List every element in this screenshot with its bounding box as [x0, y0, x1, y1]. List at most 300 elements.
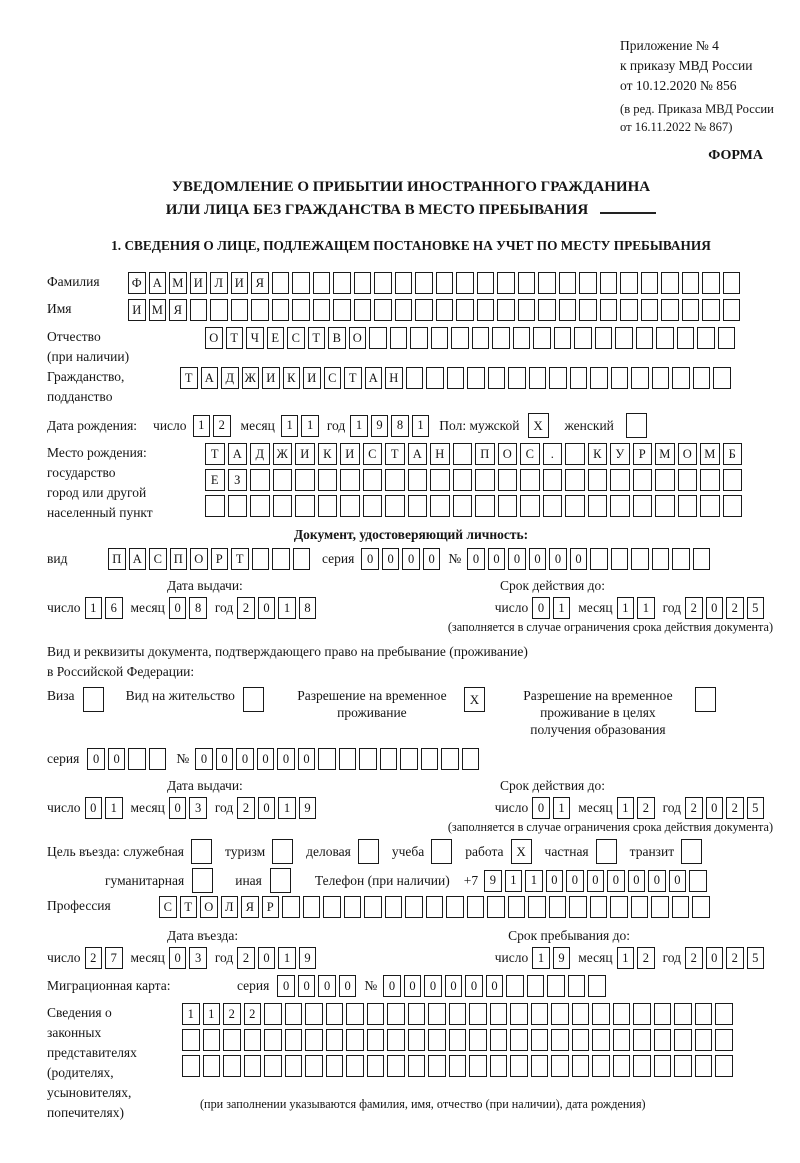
- char-cell[interactable]: [723, 495, 743, 517]
- char-cell[interactable]: [631, 367, 649, 389]
- char-cell[interactable]: О: [205, 327, 223, 349]
- char-cell[interactable]: [305, 1029, 323, 1051]
- char-cell[interactable]: [600, 272, 618, 294]
- char-cell[interactable]: [436, 272, 454, 294]
- char-cell[interactable]: [359, 748, 377, 770]
- char-cell[interactable]: 0: [669, 870, 687, 892]
- char-cell[interactable]: 0: [628, 870, 646, 892]
- char-cell[interactable]: [385, 469, 405, 491]
- char-cell[interactable]: [695, 1055, 713, 1077]
- char-cell[interactable]: [510, 1055, 528, 1077]
- char-cell[interactable]: [533, 327, 551, 349]
- char-cell[interactable]: Т: [344, 367, 362, 389]
- char-cell[interactable]: 0: [298, 748, 316, 770]
- char-cell[interactable]: [538, 272, 556, 294]
- char-cell[interactable]: [592, 1029, 610, 1051]
- char-cell[interactable]: [228, 495, 248, 517]
- residence-valid-month-cells[interactable]: [617, 797, 655, 819]
- char-cell[interactable]: [441, 748, 459, 770]
- char-cell[interactable]: 0: [508, 548, 526, 570]
- visa-checkbox[interactable]: [83, 687, 104, 712]
- char-cell[interactable]: 0: [404, 975, 422, 997]
- char-cell[interactable]: [654, 1055, 672, 1077]
- char-cell[interactable]: [326, 1055, 344, 1077]
- char-cell[interactable]: [340, 495, 360, 517]
- char-cell[interactable]: [672, 896, 690, 918]
- char-cell[interactable]: [633, 1003, 651, 1025]
- char-cell[interactable]: 1: [532, 947, 550, 969]
- char-cell[interactable]: [554, 327, 572, 349]
- char-cell[interactable]: 2: [685, 797, 703, 819]
- char-cell[interactable]: 1: [525, 870, 543, 892]
- char-cell[interactable]: [572, 1055, 590, 1077]
- char-cell[interactable]: [636, 327, 654, 349]
- char-cell[interactable]: [270, 868, 291, 893]
- char-cell[interactable]: [497, 272, 515, 294]
- doc-valid-year-cells[interactable]: [685, 597, 764, 619]
- char-cell[interactable]: 0: [402, 548, 420, 570]
- char-cell[interactable]: 9: [299, 947, 317, 969]
- char-cell[interactable]: [346, 1055, 364, 1077]
- char-cell[interactable]: [453, 469, 473, 491]
- char-cell[interactable]: 0: [706, 947, 724, 969]
- char-cell[interactable]: [191, 839, 212, 864]
- char-cell[interactable]: А: [201, 367, 219, 389]
- char-cell[interactable]: Б: [723, 443, 743, 465]
- char-cell[interactable]: [451, 327, 469, 349]
- char-cell[interactable]: [695, 687, 716, 712]
- char-cell[interactable]: [565, 469, 585, 491]
- char-cell[interactable]: [374, 272, 392, 294]
- char-cell[interactable]: 1: [637, 597, 655, 619]
- char-cell[interactable]: 0: [169, 597, 187, 619]
- char-cell[interactable]: Ф: [128, 272, 146, 294]
- char-cell[interactable]: Я: [169, 299, 187, 321]
- char-cell[interactable]: X: [511, 839, 532, 864]
- char-cell[interactable]: [354, 299, 372, 321]
- char-cell[interactable]: 0: [423, 548, 441, 570]
- char-cell[interactable]: [395, 272, 413, 294]
- char-cell[interactable]: 8: [299, 597, 317, 619]
- stay-day-cells[interactable]: [532, 947, 570, 969]
- phone-cells[interactable]: [484, 870, 707, 892]
- birth-month-cells[interactable]: [281, 415, 319, 437]
- char-cell[interactable]: Т: [226, 327, 244, 349]
- char-cell[interactable]: [243, 687, 264, 712]
- char-cell[interactable]: [689, 870, 707, 892]
- char-cell[interactable]: [693, 367, 711, 389]
- char-cell[interactable]: [572, 1029, 590, 1051]
- char-cell[interactable]: [538, 299, 556, 321]
- char-cell[interactable]: [723, 272, 741, 294]
- char-cell[interactable]: [674, 1029, 692, 1051]
- birth-place-cells-row3[interactable]: [205, 495, 742, 517]
- residence-permit-checkbox[interactable]: [243, 687, 264, 712]
- char-cell[interactable]: [446, 896, 464, 918]
- char-cell[interactable]: [677, 327, 695, 349]
- char-cell[interactable]: [408, 1029, 426, 1051]
- purpose-humanitarian-checkbox[interactable]: [192, 868, 213, 893]
- char-cell[interactable]: [252, 548, 270, 570]
- char-cell[interactable]: [565, 443, 585, 465]
- char-cell[interactable]: 9: [484, 870, 502, 892]
- char-cell[interactable]: 5: [747, 797, 765, 819]
- doc-number-cells[interactable]: [467, 548, 710, 570]
- char-cell[interactable]: [264, 1029, 282, 1051]
- char-cell[interactable]: [702, 272, 720, 294]
- char-cell[interactable]: [318, 495, 338, 517]
- char-cell[interactable]: [472, 327, 490, 349]
- surname-cells[interactable]: [128, 272, 740, 294]
- char-cell[interactable]: [518, 272, 536, 294]
- char-cell[interactable]: [654, 1003, 672, 1025]
- char-cell[interactable]: [387, 1029, 405, 1051]
- char-cell[interactable]: [547, 975, 565, 997]
- char-cell[interactable]: [282, 896, 300, 918]
- char-cell[interactable]: [203, 1055, 221, 1077]
- birth-year-cells[interactable]: [350, 415, 429, 437]
- char-cell[interactable]: П: [108, 548, 126, 570]
- char-cell[interactable]: 0: [298, 975, 316, 997]
- char-cell[interactable]: Ж: [273, 443, 293, 465]
- char-cell[interactable]: 2: [726, 947, 744, 969]
- char-cell[interactable]: М: [149, 299, 167, 321]
- char-cell[interactable]: [447, 367, 465, 389]
- char-cell[interactable]: Р: [633, 443, 653, 465]
- char-cell[interactable]: Т: [180, 367, 198, 389]
- char-cell[interactable]: [551, 1055, 569, 1077]
- char-cell[interactable]: [610, 495, 630, 517]
- char-cell[interactable]: [510, 1003, 528, 1025]
- char-cell[interactable]: К: [283, 367, 301, 389]
- char-cell[interactable]: [626, 413, 647, 438]
- char-cell[interactable]: [83, 687, 104, 712]
- char-cell[interactable]: [400, 748, 418, 770]
- char-cell[interactable]: [326, 1029, 344, 1051]
- char-cell[interactable]: О: [498, 443, 518, 465]
- char-cell[interactable]: С: [363, 443, 383, 465]
- char-cell[interactable]: [250, 495, 270, 517]
- char-cell[interactable]: 6: [105, 597, 123, 619]
- char-cell[interactable]: [323, 896, 341, 918]
- char-cell[interactable]: 1: [301, 415, 319, 437]
- char-cell[interactable]: [508, 896, 526, 918]
- char-cell[interactable]: [588, 495, 608, 517]
- char-cell[interactable]: [285, 1029, 303, 1051]
- char-cell[interactable]: [531, 1055, 549, 1077]
- char-cell[interactable]: [380, 748, 398, 770]
- char-cell[interactable]: [590, 367, 608, 389]
- char-cell[interactable]: Я: [251, 272, 269, 294]
- char-cell[interactable]: 2: [244, 1003, 262, 1025]
- stay-year-cells[interactable]: [685, 947, 764, 969]
- char-cell[interactable]: 9: [553, 947, 571, 969]
- char-cell[interactable]: [467, 896, 485, 918]
- char-cell[interactable]: 0: [87, 748, 105, 770]
- char-cell[interactable]: 9: [371, 415, 389, 437]
- char-cell[interactable]: [611, 548, 629, 570]
- char-cell[interactable]: 2: [637, 797, 655, 819]
- char-cell[interactable]: М: [169, 272, 187, 294]
- char-cell[interactable]: Н: [385, 367, 403, 389]
- char-cell[interactable]: 2: [726, 797, 744, 819]
- doc-issue-month-cells[interactable]: [169, 597, 207, 619]
- residence-number-cells[interactable]: [195, 748, 479, 770]
- birth-place-cells-row2[interactable]: [205, 469, 742, 491]
- char-cell[interactable]: [426, 896, 444, 918]
- char-cell[interactable]: [340, 469, 360, 491]
- char-cell[interactable]: [695, 1029, 713, 1051]
- char-cell[interactable]: [128, 748, 146, 770]
- char-cell[interactable]: [251, 299, 269, 321]
- residence-series-cells[interactable]: [87, 748, 166, 770]
- char-cell[interactable]: [303, 896, 321, 918]
- char-cell[interactable]: [477, 299, 495, 321]
- migration-series-cells[interactable]: [277, 975, 356, 997]
- char-cell[interactable]: И: [231, 272, 249, 294]
- char-cell[interactable]: А: [149, 272, 167, 294]
- char-cell[interactable]: [615, 327, 633, 349]
- char-cell[interactable]: [651, 896, 669, 918]
- char-cell[interactable]: [678, 495, 698, 517]
- char-cell[interactable]: [600, 299, 618, 321]
- char-cell[interactable]: Д: [221, 367, 239, 389]
- char-cell[interactable]: И: [262, 367, 280, 389]
- stay-month-cells[interactable]: [617, 947, 655, 969]
- residence-valid-year-cells[interactable]: [685, 797, 764, 819]
- char-cell[interactable]: 0: [169, 797, 187, 819]
- char-cell[interactable]: [695, 1003, 713, 1025]
- char-cell[interactable]: [264, 1003, 282, 1025]
- char-cell[interactable]: 1: [553, 797, 571, 819]
- char-cell[interactable]: [674, 1003, 692, 1025]
- char-cell[interactable]: [469, 1055, 487, 1077]
- char-cell[interactable]: 1: [105, 797, 123, 819]
- char-cell[interactable]: X: [528, 413, 549, 438]
- entry-day-cells[interactable]: [85, 947, 123, 969]
- char-cell[interactable]: [633, 1055, 651, 1077]
- char-cell[interactable]: 0: [607, 870, 625, 892]
- char-cell[interactable]: [223, 1029, 241, 1051]
- char-cell[interactable]: 0: [216, 748, 234, 770]
- purpose-other-checkbox[interactable]: [270, 868, 291, 893]
- char-cell[interactable]: [674, 1055, 692, 1077]
- char-cell[interactable]: Е: [267, 327, 285, 349]
- char-cell[interactable]: 0: [257, 748, 275, 770]
- char-cell[interactable]: [531, 1003, 549, 1025]
- char-cell[interactable]: 0: [549, 548, 567, 570]
- char-cell[interactable]: 1: [278, 597, 296, 619]
- char-cell[interactable]: 0: [587, 870, 605, 892]
- char-cell[interactable]: [551, 1003, 569, 1025]
- char-cell[interactable]: [559, 299, 577, 321]
- char-cell[interactable]: [456, 299, 474, 321]
- char-cell[interactable]: [295, 469, 315, 491]
- char-cell[interactable]: [498, 469, 518, 491]
- representatives-cells-row1[interactable]: [182, 1003, 733, 1025]
- doc-issue-day-cells[interactable]: [85, 597, 123, 619]
- char-cell[interactable]: [326, 1003, 344, 1025]
- char-cell[interactable]: 1: [553, 597, 571, 619]
- char-cell[interactable]: [333, 272, 351, 294]
- char-cell[interactable]: [655, 495, 675, 517]
- char-cell[interactable]: 1: [617, 947, 635, 969]
- char-cell[interactable]: [387, 1003, 405, 1025]
- char-cell[interactable]: 0: [648, 870, 666, 892]
- char-cell[interactable]: [518, 299, 536, 321]
- char-cell[interactable]: [410, 327, 428, 349]
- char-cell[interactable]: [428, 1055, 446, 1077]
- char-cell[interactable]: И: [340, 443, 360, 465]
- char-cell[interactable]: О: [190, 548, 208, 570]
- char-cell[interactable]: [661, 272, 679, 294]
- char-cell[interactable]: [363, 469, 383, 491]
- char-cell[interactable]: [633, 495, 653, 517]
- char-cell[interactable]: [192, 868, 213, 893]
- char-cell[interactable]: [344, 896, 362, 918]
- char-cell[interactable]: [250, 469, 270, 491]
- char-cell[interactable]: [272, 548, 290, 570]
- char-cell[interactable]: [610, 469, 630, 491]
- char-cell[interactable]: [678, 469, 698, 491]
- entry-month-cells[interactable]: [169, 947, 207, 969]
- char-cell[interactable]: 0: [488, 548, 506, 570]
- char-cell[interactable]: [293, 548, 311, 570]
- char-cell[interactable]: С: [520, 443, 540, 465]
- char-cell[interactable]: 2: [237, 597, 255, 619]
- char-cell[interactable]: [305, 1003, 323, 1025]
- char-cell[interactable]: [469, 1029, 487, 1051]
- char-cell[interactable]: 3: [189, 947, 207, 969]
- patronymic-cells[interactable]: [205, 327, 735, 349]
- sex-female-checkbox[interactable]: [626, 413, 647, 438]
- char-cell[interactable]: [456, 272, 474, 294]
- char-cell[interactable]: [570, 367, 588, 389]
- char-cell[interactable]: [549, 367, 567, 389]
- char-cell[interactable]: 1: [278, 947, 296, 969]
- char-cell[interactable]: [272, 272, 290, 294]
- char-cell[interactable]: [385, 495, 405, 517]
- representatives-cells-row3[interactable]: [182, 1055, 733, 1077]
- citizenship-cells[interactable]: [180, 367, 731, 389]
- char-cell[interactable]: [469, 1003, 487, 1025]
- char-cell[interactable]: 1: [193, 415, 211, 437]
- migration-number-cells[interactable]: [383, 975, 606, 997]
- char-cell[interactable]: 0: [424, 975, 442, 997]
- char-cell[interactable]: [462, 748, 480, 770]
- char-cell[interactable]: [498, 495, 518, 517]
- given-name-cells[interactable]: [128, 299, 740, 321]
- residence-valid-day-cells[interactable]: [532, 797, 570, 819]
- char-cell[interactable]: [367, 1029, 385, 1051]
- char-cell[interactable]: [572, 1003, 590, 1025]
- char-cell[interactable]: [428, 1029, 446, 1051]
- char-cell[interactable]: 0: [486, 975, 504, 997]
- char-cell[interactable]: [579, 299, 597, 321]
- char-cell[interactable]: 1: [281, 415, 299, 437]
- char-cell[interactable]: [408, 1055, 426, 1077]
- char-cell[interactable]: [292, 299, 310, 321]
- char-cell[interactable]: 0: [195, 748, 213, 770]
- char-cell[interactable]: [520, 469, 540, 491]
- char-cell[interactable]: [223, 1055, 241, 1077]
- char-cell[interactable]: [700, 495, 720, 517]
- char-cell[interactable]: 0: [236, 748, 254, 770]
- char-cell[interactable]: Д: [250, 443, 270, 465]
- doc-series-cells[interactable]: [361, 548, 440, 570]
- char-cell[interactable]: [436, 299, 454, 321]
- char-cell[interactable]: Л: [221, 896, 239, 918]
- char-cell[interactable]: [449, 1003, 467, 1025]
- char-cell[interactable]: 2: [637, 947, 655, 969]
- char-cell[interactable]: [285, 1003, 303, 1025]
- char-cell[interactable]: [453, 495, 473, 517]
- char-cell[interactable]: [559, 272, 577, 294]
- char-cell[interactable]: 0: [706, 797, 724, 819]
- residence-issue-month-cells[interactable]: [169, 797, 207, 819]
- char-cell[interactable]: Я: [241, 896, 259, 918]
- char-cell[interactable]: [475, 495, 495, 517]
- char-cell[interactable]: [313, 272, 331, 294]
- char-cell[interactable]: 0: [318, 975, 336, 997]
- char-cell[interactable]: 0: [532, 597, 550, 619]
- char-cell[interactable]: [613, 1029, 631, 1051]
- char-cell[interactable]: [244, 1029, 262, 1051]
- char-cell[interactable]: [430, 495, 450, 517]
- char-cell[interactable]: [415, 272, 433, 294]
- char-cell[interactable]: [652, 367, 670, 389]
- char-cell[interactable]: К: [318, 443, 338, 465]
- char-cell[interactable]: О: [678, 443, 698, 465]
- char-cell[interactable]: [631, 548, 649, 570]
- char-cell[interactable]: [549, 896, 567, 918]
- char-cell[interactable]: [395, 299, 413, 321]
- char-cell[interactable]: [654, 1029, 672, 1051]
- char-cell[interactable]: И: [190, 272, 208, 294]
- char-cell[interactable]: [449, 1055, 467, 1077]
- char-cell[interactable]: [264, 1055, 282, 1077]
- char-cell[interactable]: [718, 327, 736, 349]
- char-cell[interactable]: [723, 299, 741, 321]
- char-cell[interactable]: [520, 495, 540, 517]
- char-cell[interactable]: 7: [105, 947, 123, 969]
- char-cell[interactable]: 2: [726, 597, 744, 619]
- char-cell[interactable]: 1: [203, 1003, 221, 1025]
- char-cell[interactable]: [693, 548, 711, 570]
- char-cell[interactable]: [633, 1029, 651, 1051]
- char-cell[interactable]: 0: [570, 548, 588, 570]
- representatives-cells-row2[interactable]: [182, 1029, 733, 1051]
- char-cell[interactable]: [295, 495, 315, 517]
- sex-male-checkbox[interactable]: [528, 413, 549, 438]
- char-cell[interactable]: [652, 548, 670, 570]
- char-cell[interactable]: [715, 1055, 733, 1077]
- char-cell[interactable]: [713, 367, 731, 389]
- char-cell[interactable]: [682, 299, 700, 321]
- char-cell[interactable]: [568, 975, 586, 997]
- char-cell[interactable]: [508, 367, 526, 389]
- char-cell[interactable]: 2: [213, 415, 231, 437]
- char-cell[interactable]: [633, 469, 653, 491]
- char-cell[interactable]: [415, 299, 433, 321]
- char-cell[interactable]: [406, 367, 424, 389]
- char-cell[interactable]: 1: [85, 597, 103, 619]
- char-cell[interactable]: [346, 1003, 364, 1025]
- char-cell[interactable]: 2: [685, 597, 703, 619]
- char-cell[interactable]: Т: [205, 443, 225, 465]
- char-cell[interactable]: [431, 839, 452, 864]
- char-cell[interactable]: [273, 469, 293, 491]
